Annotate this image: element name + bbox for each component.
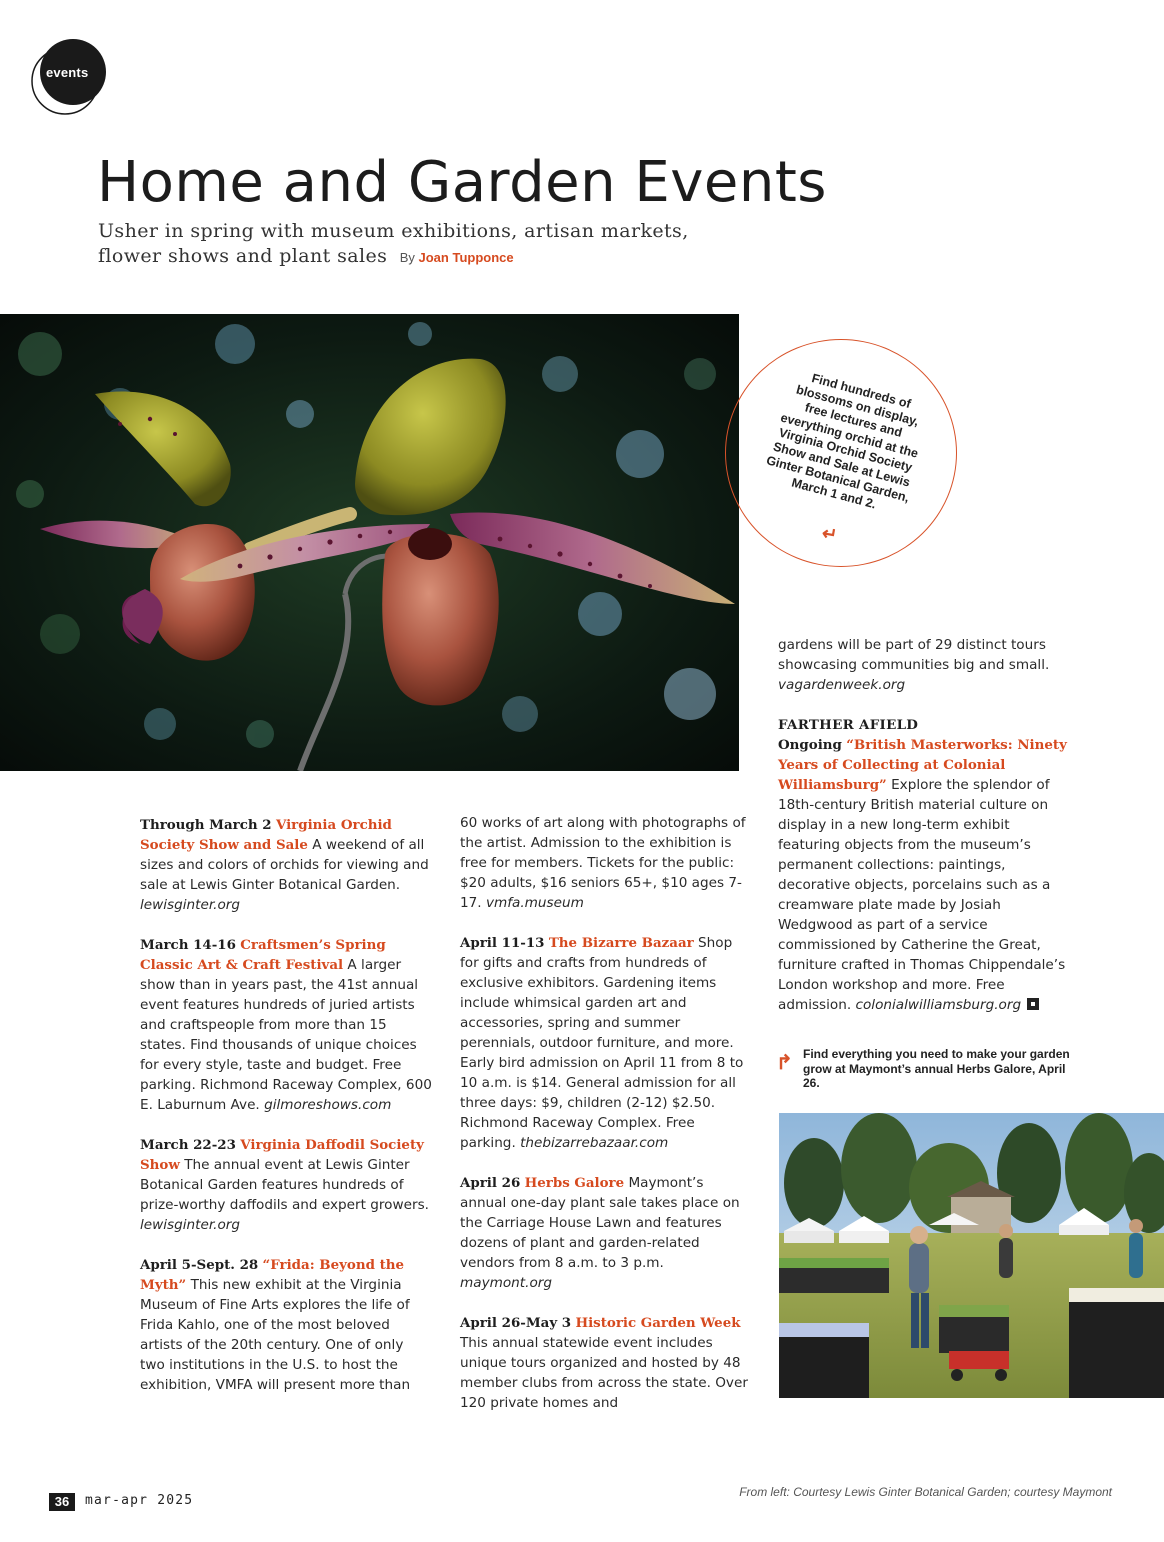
event-date: April 26: [460, 1175, 521, 1191]
event-entry-start: [140, 1255, 432, 1395]
event-title: Virginia Orchid Society Show and Sale: [140, 817, 392, 853]
event-url[interactable]: gilmoreshows.com: [264, 1097, 392, 1113]
event-body-cont: 60 works of art along with photographs of the artist. Admission to the exhibition is free for members. Tickets for the public: $20 adults, $16 seniors 65+, $10 ages 7-17.: [460, 815, 746, 911]
return-arrow-icon: ↵: [820, 522, 839, 546]
event-url[interactable]: maymont.org: [460, 1275, 552, 1291]
column-3: [778, 635, 1070, 1015]
photo-credit: From left: Courtesy Lewis Ginter Botanical Garden; courtesy Maymont: [739, 1485, 1112, 1499]
event-entry: [460, 1173, 750, 1293]
event-url[interactable]: vagardenweek.org: [778, 677, 906, 693]
event-entry-cont: [460, 813, 750, 913]
event-entry: [460, 933, 750, 1153]
market-photo: [779, 1113, 1164, 1398]
deck: [98, 219, 738, 270]
event-title: Craftsmen’s Spring Classic Art & Craft Festival: [140, 937, 386, 973]
event-title: Historic Garden Week: [575, 1315, 741, 1331]
event-url[interactable]: vmfa.museum: [485, 895, 584, 911]
event-entry: [140, 815, 432, 915]
byline-author: Joan Tupponce: [418, 250, 514, 265]
event-body: This new exhibit at the Virginia Museum of Fine Arts explores the life of Frida Kahlo, one of the most beloved artists of the 20th century. One of only two institutions in the U.S. to host the exhibition, VMFA will present more than: [140, 1277, 411, 1393]
event-date: Through March 2: [140, 817, 272, 833]
byline: [400, 250, 514, 265]
headline: Home and Garden Events: [97, 150, 827, 215]
event-body: Shop for gifts and crafts from hundreds of exclusive exhibitors. Gardening items include whimsical garden art and accessories, spring and summer perennials, outdoor furniture, and more. Early bird admission on April 11 from 8 to 10 a.m. is $14. General admission for all three days: $9, children (2-12) $2.50. Richmond Raceway Complex. Free parking.: [460, 935, 744, 1151]
event-body: A weekend of all sizes and colors of orchids for viewing and sale at Lewis Ginter Botanical Garden.: [140, 837, 429, 893]
event-url[interactable]: lewisginter.org: [140, 897, 241, 913]
section-label: events: [46, 65, 89, 80]
event-title: The Bizarre Bazaar: [548, 935, 694, 951]
event-date: April 26-May 3: [460, 1315, 572, 1331]
byline-prefix: By: [399, 250, 415, 265]
page-number: 36: [49, 1493, 75, 1511]
event-body: The annual event at Lewis Ginter Botanical Garden features hundreds of prize-worthy daffodils and expert growers.: [140, 1157, 429, 1213]
event-body-cont: gardens will be part of 29 distinct tours showcasing communities big and small.: [778, 637, 1050, 673]
event-date: April 5-Sept. 28: [140, 1257, 259, 1273]
column-2: [460, 813, 750, 1433]
event-entry-cont: [778, 635, 1070, 695]
event-title: “British Masterworks: Ninety Years of Collecting at Colonial Williamsburg”: [778, 737, 1067, 793]
event-body: A larger show than in years past, the 41st annual event features hundreds of juried artists and craftspeople from more than 15 states. Find thousands of unique choices for every style, taste and budget. Free parking. Richmond Raceway Complex, 600 E. Laburnum Ave.: [140, 957, 432, 1113]
pullquote: Find hundreds of blossoms on display, free lectures and everything orchid at the Virginia Orchid Society Show and Sale at Lewis Ginter Botanical Garden, March 1 and 2.: [764, 371, 921, 512]
event-title: Herbs Galore: [524, 1175, 625, 1191]
event-title: Virginia Daffodil Society Show: [140, 1137, 424, 1173]
farther-afield: [778, 715, 1070, 1015]
event-entry-start: [460, 1313, 750, 1413]
deck-text: Usher in spring with museum exhibitions, artisan markets, flower shows and plant sales: [98, 220, 689, 267]
farther-afield-heading: FARTHER AFIELD: [778, 717, 919, 733]
down-arrow-icon: ↱: [776, 1052, 793, 1074]
market-caption: Find everything you need to make your garden grow at Maymont’s annual Herbs Galore, April 26.: [803, 1047, 1070, 1090]
event-date: March 22-23: [140, 1137, 236, 1153]
event-title: “Frida: Beyond the Myth”: [140, 1257, 405, 1293]
event-body: Explore the splendor of 18th-century British material culture on display in a new long-term exhibit featuring objects from the museum’s permanent collections: paintings, decorative objects, porcelains such as a creamware plate made by Josiah Wedgwood as part of a service commissioned by Catherine the Great, furniture crafted in Thomas Chippendale’s London workshop and more. Free admission.: [778, 777, 1066, 1013]
column-1: [140, 815, 432, 1415]
event-date: March 14-16: [140, 937, 236, 953]
event-url[interactable]: lewisginter.org: [140, 1217, 241, 1233]
event-url[interactable]: colonialwilliamsburg.org: [855, 997, 1022, 1013]
event-body: This annual statewide event includes unique tours organized and hosted by 48 member clubs from across the state. Over 120 private homes and: [460, 1335, 748, 1411]
orchid-photo: [0, 314, 739, 771]
end-mark-icon: [1027, 998, 1039, 1010]
event-date: April 11-13: [460, 935, 545, 951]
event-entry: [140, 1135, 432, 1235]
event-url[interactable]: thebizarrebazaar.com: [520, 1135, 669, 1151]
issue-date: mar-apr 2025: [85, 1493, 194, 1508]
event-entry: [140, 935, 432, 1115]
event-date: Ongoing: [778, 737, 842, 753]
event-body: Maymont’s annual one-day plant sale takes place on the Carriage House Lawn and features dozens of plant and garden-related vendors from 8 a.m. to 3 p.m.: [460, 1175, 740, 1271]
